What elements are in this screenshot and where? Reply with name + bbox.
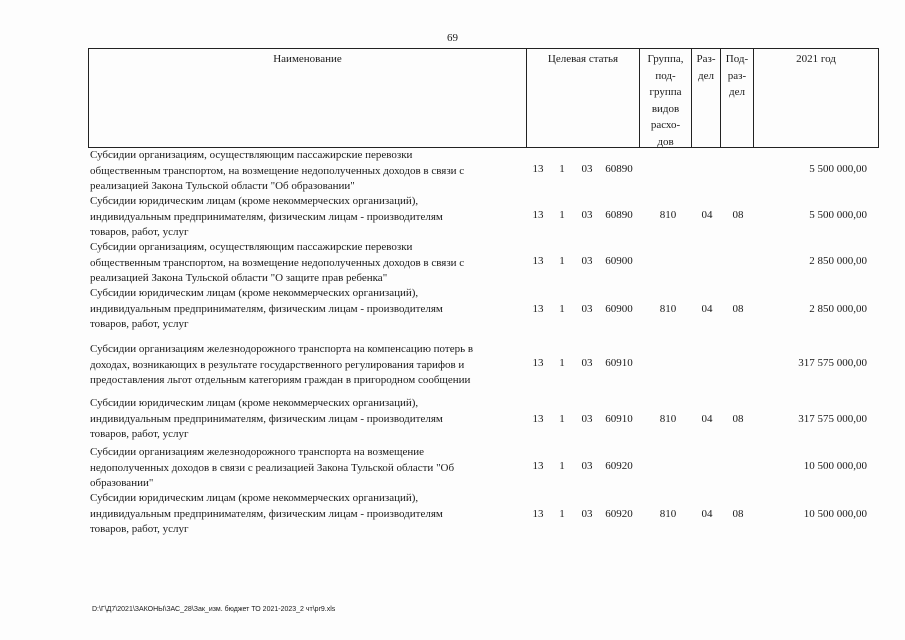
target-program: 13 xyxy=(532,209,544,221)
row-description xyxy=(90,148,522,195)
row-description-line: предоставления льгот отдельным категориям граждан в пригородном сообщении xyxy=(90,374,471,386)
row-description-line: Субсидии юридическим лицам (кроме некоммерческих организаций), xyxy=(90,492,419,504)
row-description-line: Субсидии юридическим лицам (кроме некоммерческих организаций), xyxy=(90,287,419,299)
header-name-label: Наименование xyxy=(273,53,342,65)
row-description xyxy=(90,286,522,333)
target-program: 13 xyxy=(532,413,544,425)
target-direction: 60890 xyxy=(605,163,633,175)
target-subprogram: 1 xyxy=(559,508,565,520)
target-subprogram: 1 xyxy=(559,303,565,315)
row-description-line: доходах, возникающих в результате государственного регулирования тарифов и xyxy=(90,358,465,371)
target-program: 13 xyxy=(532,508,544,520)
row-description-line: Субсидии организациям, осуществляющим пассажирские перевозки xyxy=(90,241,413,253)
row-description-line: индивидуальным предпринимателям, физическим лицам - производителям xyxy=(90,210,443,223)
target-event: 03 xyxy=(581,209,593,221)
target-event: 03 xyxy=(581,460,593,472)
target-program: 13 xyxy=(532,357,544,369)
row-description-line: Субсидии организациям железнодорожного транспорта на компенсацию потерь в xyxy=(90,343,474,355)
target-subprogram: 1 xyxy=(559,413,565,425)
page-number: 69 xyxy=(447,32,458,44)
amount: 5 500 000,00 xyxy=(809,163,867,175)
row-description-line: товаров, работ, услуг xyxy=(90,428,189,440)
target-direction: 60910 xyxy=(605,413,633,425)
row-description-line: товаров, работ, услуг xyxy=(90,523,189,535)
row-description xyxy=(90,194,522,241)
amount: 2 850 000,00 xyxy=(809,255,867,267)
file-path-footer: D:\Г\Д7\2021\ЗАКОНЫ\ЗАС_28\Зак_изм. бюджет ТО 2021-2023_2 чт\pr9.xls xyxy=(92,606,336,613)
subsection-code: 08 xyxy=(732,508,744,520)
target-event: 03 xyxy=(581,357,593,369)
section-code: 04 xyxy=(701,413,713,425)
amount: 10 500 000,00 xyxy=(803,460,867,472)
header-section-line: дел xyxy=(698,69,714,82)
header-group-line: группа xyxy=(649,86,682,98)
row-description xyxy=(90,240,522,287)
row-description-line: Субсидии организациям, осуществляющим пассажирские перевозки xyxy=(90,149,413,161)
target-event: 03 xyxy=(581,303,593,315)
target-event: 03 xyxy=(581,163,593,175)
row-description-line: индивидуальным предпринимателям, физическим лицам - производителям xyxy=(90,507,443,520)
header-group-line: дов xyxy=(657,135,674,148)
target-event: 03 xyxy=(581,255,593,267)
header-group-line: расхо- xyxy=(650,119,681,131)
amount: 317 575 000,00 xyxy=(798,357,867,369)
target-direction: 60910 xyxy=(605,357,633,369)
row-description-line: индивидуальным предпринимателям, физическим лицам - производителям xyxy=(90,412,443,425)
row-description-line: реализацией Закона Тульской области "О защите прав ребенка" xyxy=(90,272,388,284)
target-subprogram: 1 xyxy=(559,460,565,472)
target-subprogram: 1 xyxy=(559,163,565,175)
target-direction: 60920 xyxy=(605,460,633,472)
row-description xyxy=(90,396,522,443)
target-event: 03 xyxy=(581,413,593,425)
row-description xyxy=(90,342,522,389)
target-program: 13 xyxy=(532,303,544,315)
section-code: 04 xyxy=(701,303,713,315)
header-target-label: Целевая статья xyxy=(547,53,619,65)
header-subsection-line: дел xyxy=(729,86,745,98)
section-code: 04 xyxy=(701,209,713,221)
target-subprogram: 1 xyxy=(559,209,565,221)
header-subsection-line: раз- xyxy=(727,69,747,82)
section-code: 04 xyxy=(701,508,713,520)
target-direction: 60900 xyxy=(605,303,633,315)
amount: 5 500 000,00 xyxy=(809,209,867,221)
header-year-label: 2021 год xyxy=(796,53,836,65)
target-direction: 60920 xyxy=(605,508,633,520)
row-description-line: индивидуальным предпринимателям, физическим лицам - производителям xyxy=(90,302,443,315)
row-description-line: товаров, работ, услуг xyxy=(90,226,189,238)
target-program: 13 xyxy=(532,163,544,175)
row-description-line: недополученных доходов в связи с реализацией Закона Тульской области "Об xyxy=(90,461,455,474)
row-description-line: Субсидии юридическим лицам (кроме некоммерческих организаций), xyxy=(90,397,419,409)
group-code: 810 xyxy=(659,303,677,315)
amount: 10 500 000,00 xyxy=(803,508,867,520)
subsection-code: 08 xyxy=(732,303,744,315)
target-program: 13 xyxy=(532,460,544,472)
header-subsection-line: Под- xyxy=(725,53,749,65)
subsection-code: 08 xyxy=(732,413,744,425)
row-description-line: общественным транспортом, на возмещение недополученных доходов в связи с xyxy=(90,256,465,269)
row-description-line: общественным транспортом, на возмещение недополученных доходов в связи с xyxy=(90,164,465,177)
target-direction: 60890 xyxy=(605,209,633,221)
group-code: 810 xyxy=(659,413,677,425)
header-group-line: видов xyxy=(651,102,680,115)
header-group-line: под- xyxy=(655,69,676,82)
target-program: 13 xyxy=(532,255,544,267)
row-description-line: Субсидии организациям железнодорожного транспорта на возмещение xyxy=(90,446,424,458)
target-subprogram: 1 xyxy=(559,255,565,267)
row-description-line: реализацией Закона Тульской области "Об образовании" xyxy=(90,180,355,192)
row-description xyxy=(90,491,522,538)
row-description xyxy=(90,445,522,492)
row-description-line: образовании" xyxy=(90,477,154,489)
header-group-line: Группа, xyxy=(647,53,684,65)
amount: 317 575 000,00 xyxy=(798,413,867,425)
header-section-line: Раз- xyxy=(696,53,716,65)
group-code: 810 xyxy=(659,209,677,221)
amount: 2 850 000,00 xyxy=(809,303,867,315)
target-direction: 60900 xyxy=(605,255,633,267)
group-code: 810 xyxy=(659,508,677,520)
target-event: 03 xyxy=(581,508,593,520)
row-description-line: товаров, работ, услуг xyxy=(90,318,189,330)
row-description-line: Субсидии юридическим лицам (кроме некоммерческих организаций), xyxy=(90,195,419,207)
target-subprogram: 1 xyxy=(559,357,565,369)
subsection-code: 08 xyxy=(732,209,744,221)
